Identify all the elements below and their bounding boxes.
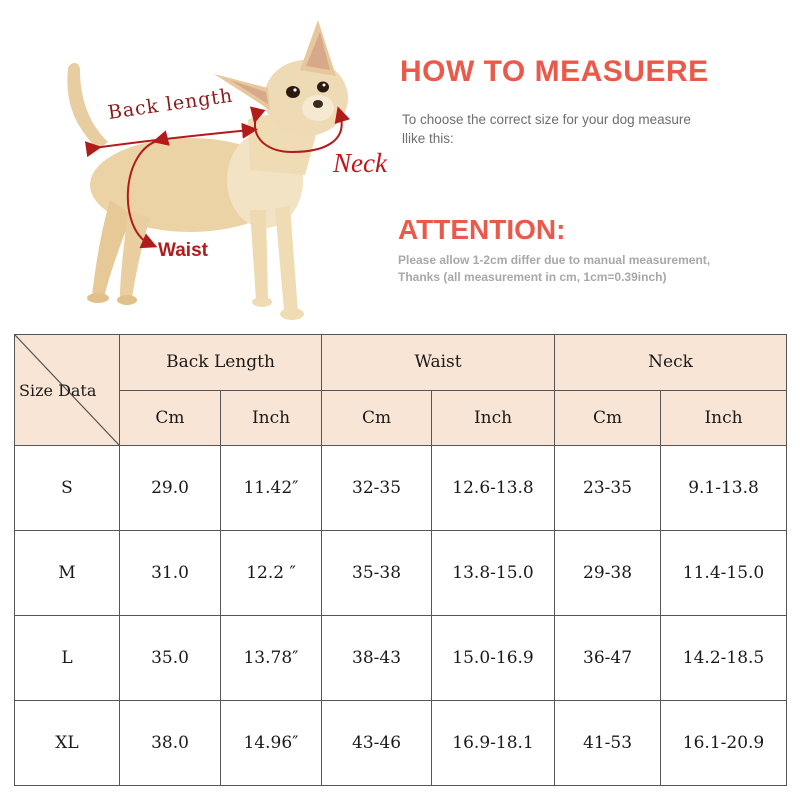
group-header-back-length: Back Length bbox=[120, 335, 322, 391]
data-cell: 41-53 bbox=[555, 701, 661, 786]
corner-label: Size Data bbox=[19, 381, 97, 400]
table-row bbox=[15, 701, 787, 786]
data-cell: 14.2-18.5 bbox=[661, 616, 787, 701]
unit-header: Inch bbox=[221, 390, 322, 446]
size-chart-table bbox=[14, 334, 787, 786]
data-cell: 12.2 ″ bbox=[221, 531, 322, 616]
data-cell: 35-38 bbox=[322, 531, 432, 616]
data-cell: 16.9-18.1 bbox=[432, 701, 555, 786]
measure-instructions: To choose the correct size for your dog measure llike this: bbox=[402, 112, 691, 146]
dog-illustration bbox=[0, 0, 420, 330]
unit-header: Cm bbox=[322, 390, 432, 446]
table-row bbox=[15, 531, 787, 616]
group-header-waist: Waist bbox=[322, 335, 555, 391]
data-cell: 23-35 bbox=[555, 446, 661, 531]
data-cell: 38-43 bbox=[322, 616, 432, 701]
data-cell: 38.0 bbox=[120, 701, 221, 786]
unit-header: Cm bbox=[555, 390, 661, 446]
data-cell: 32-35 bbox=[322, 446, 432, 531]
group-header-neck: Neck bbox=[555, 335, 787, 391]
attention-title: ATTENTION: bbox=[398, 214, 566, 245]
unit-header: Inch bbox=[661, 390, 787, 446]
unit-header: Inch bbox=[432, 390, 555, 446]
page-title: HOW TO MEASUERE bbox=[400, 55, 709, 88]
data-cell: 13.78″ bbox=[221, 616, 322, 701]
size-cell: XL bbox=[15, 701, 120, 786]
waist-label: Waist bbox=[158, 240, 208, 261]
data-cell: 11.42″ bbox=[221, 446, 322, 531]
attention-note bbox=[398, 252, 793, 286]
table-row bbox=[15, 446, 787, 531]
data-cell: 13.8-15.0 bbox=[432, 531, 555, 616]
attention-line-2: Thanks (all measurement in cm, 1cm=0.39inch) bbox=[398, 270, 667, 284]
table-unit-row bbox=[15, 390, 787, 446]
dog-head bbox=[264, 60, 348, 136]
data-cell: 36-47 bbox=[555, 616, 661, 701]
data-cell: 14.96″ bbox=[221, 701, 322, 786]
data-cell: 29-38 bbox=[555, 531, 661, 616]
corner-cell bbox=[15, 335, 120, 446]
data-cell: 16.1-20.9 bbox=[661, 701, 787, 786]
data-cell: 12.6-13.8 bbox=[432, 446, 555, 531]
data-cell: 15.0-16.9 bbox=[432, 616, 555, 701]
data-cell: 29.0 bbox=[120, 446, 221, 531]
data-cell: 9.1-13.8 bbox=[661, 446, 787, 531]
table-header-row bbox=[15, 335, 787, 391]
data-cell: 31.0 bbox=[120, 531, 221, 616]
unit-header: Cm bbox=[120, 390, 221, 446]
data-cell: 43-46 bbox=[322, 701, 432, 786]
attention-line-1: Please allow 1-2cm differ due to manual measurement, bbox=[398, 253, 711, 267]
size-cell: M bbox=[15, 531, 120, 616]
dog-tail bbox=[67, 63, 108, 150]
table-row bbox=[15, 616, 787, 701]
neck-label: Neck bbox=[333, 148, 387, 178]
size-cell: S bbox=[15, 446, 120, 531]
size-cell: L bbox=[15, 616, 120, 701]
back-length-label: Back length bbox=[106, 84, 235, 124]
data-cell: 35.0 bbox=[120, 616, 221, 701]
data-cell: 11.4-15.0 bbox=[661, 531, 787, 616]
